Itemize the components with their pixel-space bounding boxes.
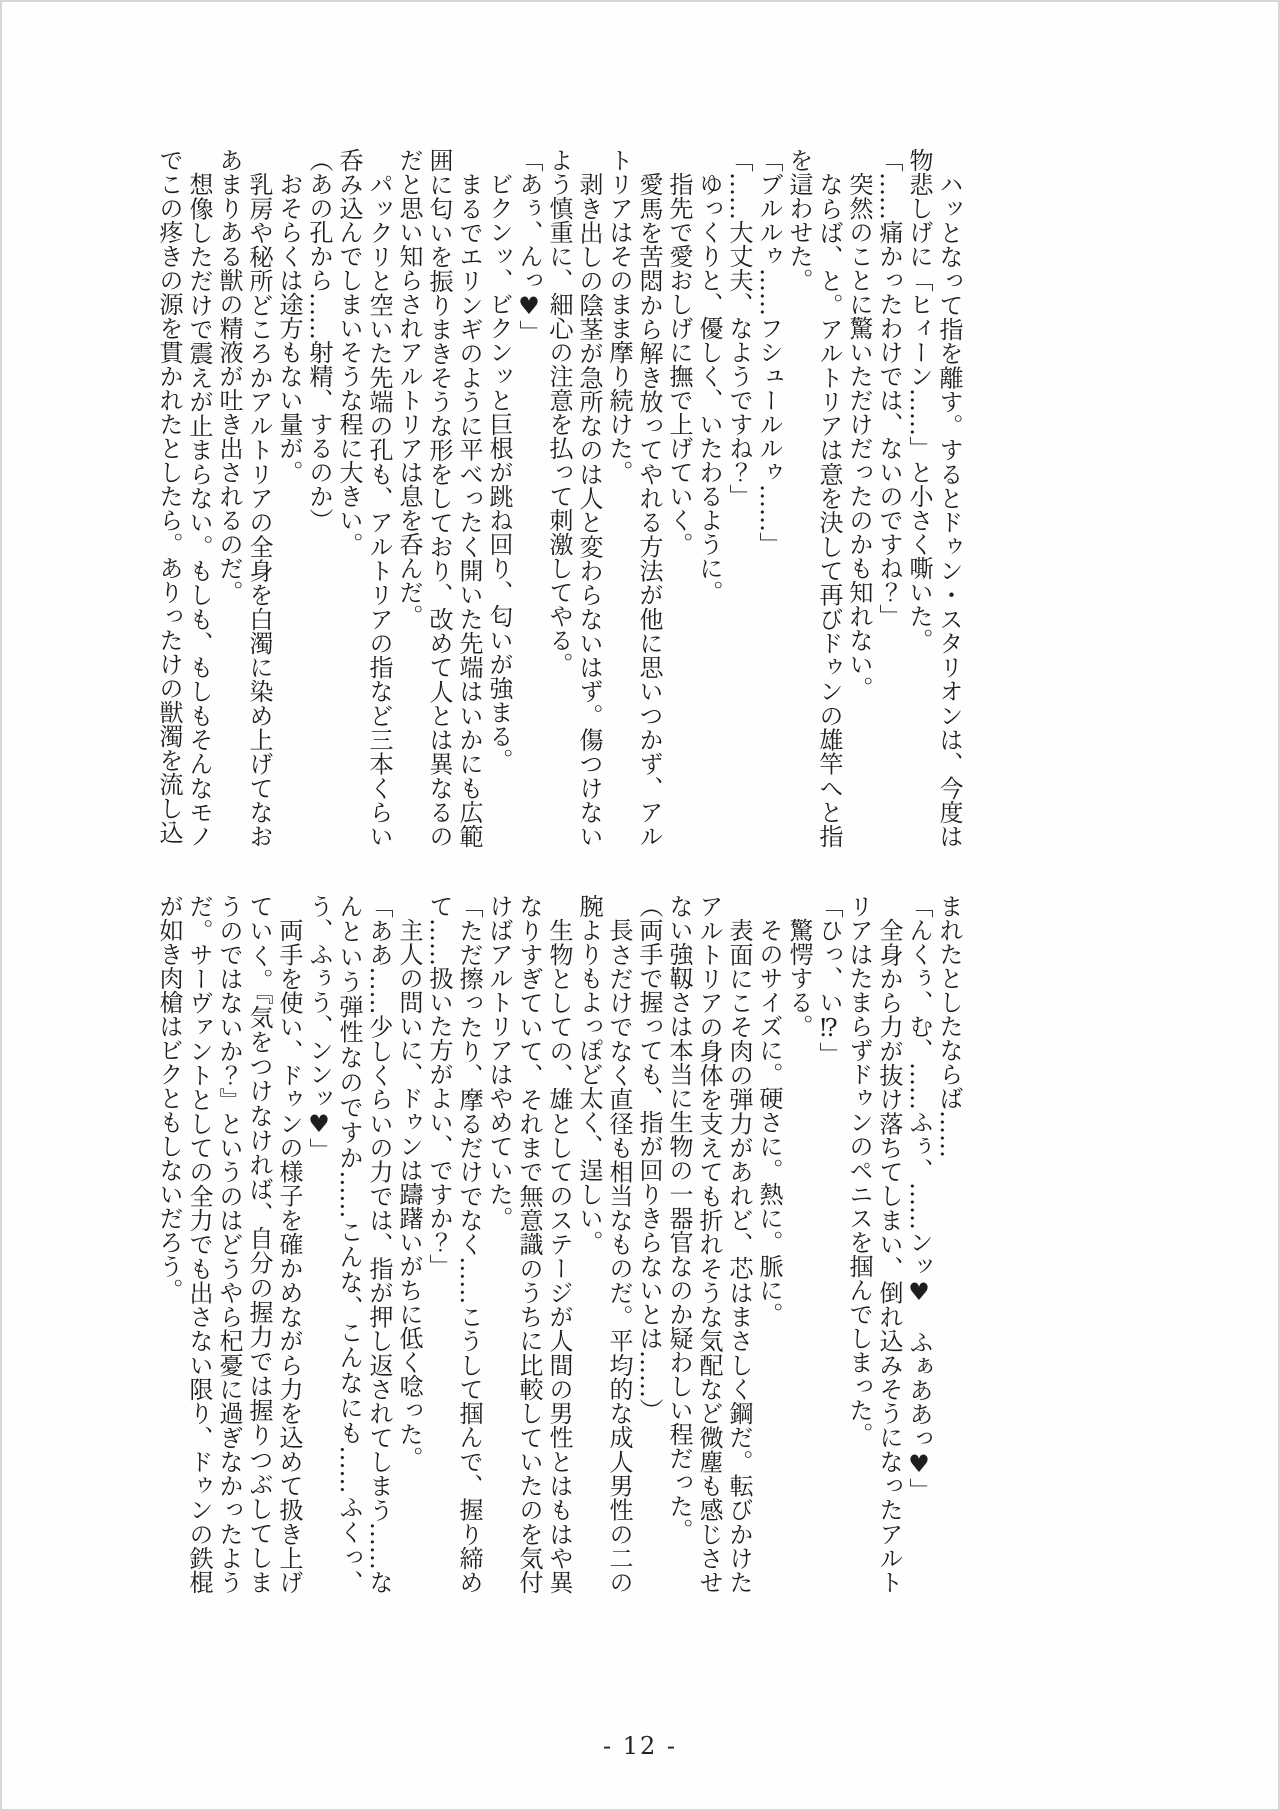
- paragraph: 「んくぅ、む、……ふぅ、……ンッ♥ ふぁああっ♥」: [905, 894, 933, 1502]
- paragraph: （両手で握っても、指が回りきらないとは……）: [635, 894, 663, 1422]
- page-number: - 12 -: [602, 1732, 677, 1760]
- paragraph: まるでエリンギのように平べったく開いた先端はいかにも広範囲に匂いを振りまきそうな形をしており、改めて人とは異なるのだと思い知らされアルトリアは息を呑んだ。: [395, 148, 483, 849]
- paragraph: 想像しただけで震えが止まらない。もしも、もしもそんなモノでこの疼きの源を貫かれたとしたら。ありったけの獣濁を流し込: [155, 148, 213, 848]
- paragraph: 生物としての、雄としてのステージが人間の男性とはもはや異なりすぎていて、それまで無意識のうちに比較していたのを気付けばアルトリアはやめていた。: [485, 894, 573, 1594]
- paragraph: 驚愕する。: [785, 918, 813, 1038]
- paragraph: 乳房や秘所どころかアルトリアの全身を白濁に染め上げてなおあまりある獣の精液が吐き出されるのだ。: [215, 148, 273, 848]
- text-block-bottom: [150, 894, 964, 1594]
- paragraph: 表面にこそ肉の弾力があれど、芯はまさしく鋼だ。転びかけたアルトリアの身体を支えても折れそうな気配など微塵も感じさせない強靱さは本当に生物の一器官なのか疑わしい程だった。: [665, 894, 753, 1594]
- paragraph: 両手を使い、ドゥンの様子を確かめながら力を込めて扱き上げていく。『気をつけなければ、自分の握力では握りつぶしてしまうのではないか？』というのはどうやら杞憂に過ぎなかったようだ。サーヴァントとしての全力でも出さない限り、ドゥンの鉄棍が如き肉槍はビクともしないだろう。: [155, 894, 303, 1594]
- paragraph: 全身から力が抜け落ちてしまい、倒れ込みそうになったアルトリアはたまらずドゥンのペニスを掴んでしまった。: [845, 894, 903, 1594]
- paragraph: 「ただ擦ったり、摩るだけでなく……こうして掴んで、握り締めて……扱いた方がよい、ですか？」: [425, 894, 483, 1594]
- paragraph: 愛馬を苦悶から解き放ってやれる方法が他に思いつかず、アルトリアはそのまま摩り続けた。: [605, 148, 663, 848]
- paragraph: 剥き出しの陰茎が急所なのは人と変わらないはず。傷つけないよう慎重に、細心の注意を払って刺激してやる。: [545, 148, 603, 848]
- paragraph: 「ああ……少しくらいの力では、指が押し返されてしまう……なんという弾性なのですか……こんな、こんなにも……ふくっ、う、ふぅう、ンンッ♥」: [305, 894, 393, 1594]
- paragraph: 「……痛かったわけでは、ないのですね？」: [875, 148, 903, 628]
- paragraph: ならば、と。アルトリアは意を決して再びドゥンの雄竿へと指を這わせた。: [785, 148, 843, 848]
- paragraph: 突然のことに驚いただけだったのかも知れない。: [845, 172, 873, 700]
- paragraph: パックリと空いた先端の孔も、アルトリアの指など三本くらい呑み込んでしまいそうな程に大きい。: [335, 148, 393, 848]
- paragraph: ビクンッ、ビクンッと巨根が跳ね回り、匂いが強まる。: [485, 172, 513, 772]
- paragraph: ゆっくりと、優しく、いたわるように。: [695, 172, 723, 604]
- paragraph: 主人の問いに、ドゥンは躊躇いがちに低く唸った。: [395, 918, 423, 1470]
- paragraph: （あの孔から……射精、するのか）: [305, 148, 333, 532]
- paragraph: 「ひっ、い⁉」: [815, 894, 843, 1066]
- paragraph: ハッとなって指を離す。するとドゥン・スタリオンは、今度は物悲しげに「ヒィーン……」と小さく嘶いた。: [905, 148, 963, 848]
- paragraph: おそらくは途方もない量が。: [275, 172, 303, 484]
- paragraph: 「……大丈夫、なようですね？」: [725, 148, 753, 508]
- paragraph: 指先で愛おしげに撫で上げていく。: [665, 172, 693, 556]
- paragraph: まれたとしたならば……: [935, 894, 963, 1158]
- paragraph: 長さだけでなく直径も相当なものだ。平均的な成人男性の二の腕よりもよっぽど太く、逞しい。: [575, 894, 633, 1594]
- paragraph: 「あぅ、んっ♥」: [515, 148, 543, 344]
- paragraph: そのサイズに。硬さに。熱に。脈に。: [755, 918, 783, 1326]
- paragraph: 「ブルルゥ……フシュールルゥ……」: [755, 148, 783, 556]
- text-block-top: [150, 148, 964, 848]
